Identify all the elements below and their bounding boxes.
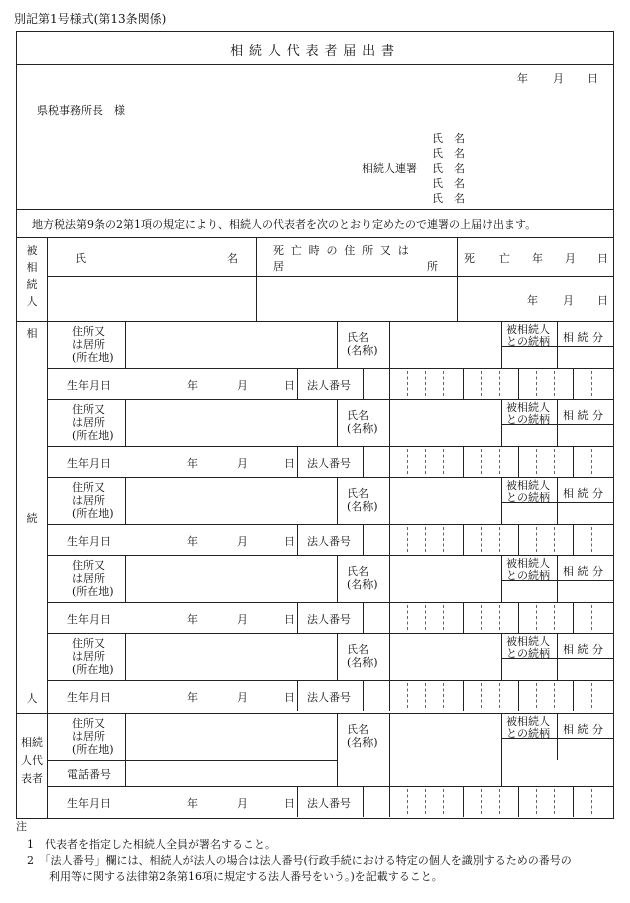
dob-label: 生年月日 (67, 379, 111, 392)
name-label: 氏名 (名称) (347, 565, 378, 591)
declaration-text: 地方税法第9条の2第1項の規定により、相続人の代表者を次のとおり定めたので連署の上届け出ます。 (32, 218, 537, 231)
signer-name-label: 氏 名 (432, 147, 465, 160)
note-2: 2 「法人番号」欄には、相続人が法人の場合は法人番号(行政手続における特定の個人を識別するための番号の (27, 854, 572, 867)
corporate-number-label: 法人番号 (307, 457, 351, 470)
notes-heading: 注 (16, 820, 27, 833)
relation-label: 被相続人 との続柄 (506, 635, 550, 660)
date-year-label: 年 (517, 72, 528, 85)
dob-label: 生年月日 (67, 457, 111, 470)
dob-year-label: 年 (187, 457, 198, 470)
phone-label: 電話番号 (67, 768, 111, 781)
corporate-number-label: 法人番号 (307, 691, 351, 704)
inheritance-share-label: 相 続 分 (563, 643, 603, 656)
signer-name-label: 氏 名 (432, 177, 465, 190)
dob-label: 生年月日 (67, 797, 111, 810)
dob-day-label: 日 (284, 613, 295, 626)
corporate-number-label: 法人番号 (307, 379, 351, 392)
death-date-header: 月 (565, 252, 576, 265)
dob-month-label: 月 (237, 379, 248, 392)
death-date-header: 日 (597, 252, 608, 265)
death-day-label: 日 (597, 294, 608, 307)
dob-label: 生年月日 (67, 613, 111, 626)
dob-month-label: 月 (237, 797, 248, 810)
heirs-section-label: 相 (26, 327, 38, 340)
corporate-number-label: 法人番号 (307, 535, 351, 548)
dob-year-label: 年 (187, 379, 198, 392)
decedent-name-header: 氏 (75, 252, 86, 265)
dob-month-label: 月 (237, 535, 248, 548)
dob-month-label: 月 (237, 613, 248, 626)
decedent-name-header: 名 (227, 252, 238, 265)
signer-name-label: 氏 名 (432, 132, 465, 145)
relation-label: 被相続人 との続柄 (506, 323, 550, 348)
death-date-header: 亡 (499, 252, 510, 265)
relation-label: 被相続人 との続柄 (506, 557, 550, 582)
decedent-section-label: 被 相 続 人 (26, 244, 38, 308)
dob-label: 生年月日 (67, 691, 111, 704)
inheritance-share-label: 相 続 分 (563, 723, 603, 736)
dob-year-label: 年 (187, 691, 198, 704)
address-label: 住所又 は居所 (所在地) (72, 717, 114, 756)
dob-day-label: 日 (284, 691, 295, 704)
death-date-header: 死 (464, 252, 475, 265)
heirs-section-label: 人 (26, 692, 38, 705)
name-label: 氏名 (名称) (347, 487, 378, 513)
heirs-section-label: 続 (26, 512, 38, 525)
inheritance-share-label: 相 続 分 (563, 565, 603, 578)
relation-label: 被相続人 との続柄 (506, 479, 550, 504)
address-label: 住所又 は居所 (所在地) (72, 481, 114, 520)
dob-year-label: 年 (187, 535, 198, 548)
date-month-label: 月 (553, 72, 564, 85)
dob-year-label: 年 (187, 613, 198, 626)
relation-label: 被相続人 との続柄 (506, 715, 550, 740)
signer-name-label: 氏 名 (432, 162, 465, 175)
note-1: 1 代表者を指定した相続人全員が署名すること。 (27, 838, 276, 851)
decedent-address-header: 死亡時の住所又は (273, 244, 416, 257)
page-title: 相続人代表者届出書 (230, 44, 400, 59)
death-month-label: 月 (563, 294, 574, 307)
corporate-number-label: 法人番号 (307, 797, 351, 810)
address-label: 住所又 は居所 (所在地) (72, 559, 114, 598)
name-label: 氏名 (名称) (347, 643, 378, 669)
representative-section-label: 相続 人代 表者 (21, 736, 43, 785)
joint-signature-label: 相続人連署 (362, 162, 417, 175)
address-label: 住所又 は居所 (所在地) (72, 325, 114, 364)
name-label: 氏名 (名称) (347, 723, 378, 749)
date-day-label: 日 (587, 72, 598, 85)
death-date-header: 年 (532, 252, 543, 265)
form-number-label: 別記第1号様式(第13条関係) (14, 12, 167, 26)
relation-label: 被相続人 との続柄 (506, 401, 550, 426)
dob-day-label: 日 (284, 797, 295, 810)
dob-day-label: 日 (284, 535, 295, 548)
inheritance-share-label: 相 続 分 (563, 409, 603, 422)
dob-day-label: 日 (284, 379, 295, 392)
dob-year-label: 年 (187, 797, 198, 810)
address-label: 住所又 は居所 (所在地) (72, 403, 114, 442)
signer-name-label: 氏 名 (432, 192, 465, 205)
dob-month-label: 月 (237, 457, 248, 470)
dob-month-label: 月 (237, 691, 248, 704)
inheritance-share-label: 相 続 分 (563, 487, 603, 500)
corporate-number-label: 法人番号 (307, 613, 351, 626)
note-2-continued: 利用等に関する法律第2条第16項に規定する法人番号をいう。)を記載すること。 (27, 870, 443, 883)
heir-representative-form (16, 31, 614, 819)
address-label: 住所又 は居所 (所在地) (72, 637, 114, 676)
decedent-address-header: 居 (273, 260, 284, 273)
decedent-address-header: 所 (427, 260, 438, 273)
addressee: 県税事務所長 様 (37, 104, 125, 117)
name-label: 氏名 (名称) (347, 409, 378, 435)
dob-label: 生年月日 (67, 535, 111, 548)
death-year-label: 年 (527, 294, 538, 307)
name-label: 氏名 (名称) (347, 331, 378, 357)
dob-day-label: 日 (284, 457, 295, 470)
inheritance-share-label: 相 続 分 (563, 331, 603, 344)
